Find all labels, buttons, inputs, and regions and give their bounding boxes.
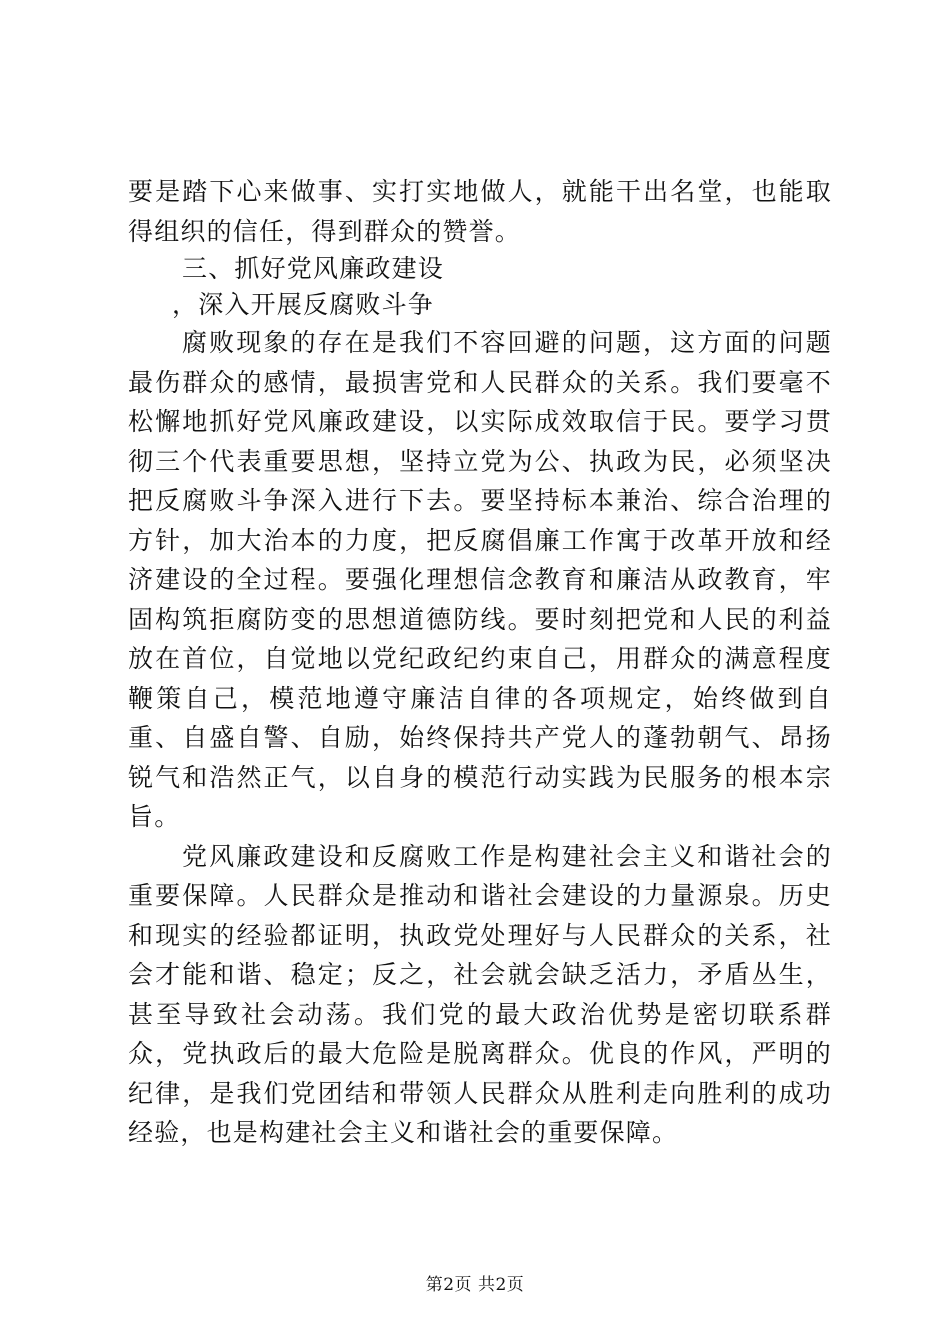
- paragraph-continuation: 要是踏下心来做事、实打实地做人，就能干出名堂，也能取得组织的信任，得到群众的赞誉。: [128, 177, 832, 246]
- section-heading: 三、抓好党风廉政建设: [182, 254, 445, 283]
- paragraph-anti-corruption: 腐败现象的存在是我们不容回避的问题，这方面的问题最伤群众的感情，最损害党和人民群众的关系。我们要毫不松懈地抓好党风廉政建设，以实际成效取信于民。要学习贯彻三个代表重要思想，坚持立党为公、执政为民，必须坚决把反腐败斗争深入进行下去。要坚持标本兼治、综合治理的方针，加大治本的力度，把反腐倡廉工作寓于改革开放和经济建设的全过程。要强化理想信念教育和廉洁从政教育，牢固构筑拒腐防变的思想道德防线。要时刻把党和人民的利益放在首位，自觉地以党纪政纪约束自己，用群众的满意程度鞭策自己，模范地遵守廉洁自律的各项规定，始终做到自重、自盛自警、自励，始终保持共产党人的蓬勃朝气、昂扬锐气和浩然正气，以自身的模范行动实践为民服务的根本宗旨。: [128, 328, 832, 831]
- page-number-footer: 第2页 共2页: [425, 1275, 525, 1295]
- document-body: [128, 172, 832, 1153]
- section-heading-continuation: ，深入开展反腐败斗争: [172, 290, 435, 319]
- paragraph-harmonious-society: 党风廉政建设和反腐败工作是构建社会主义和谐社会的重要保障。人民群众是推动和谐社会建设的力量源泉。历史和现实的经验都证明，执政党处理好与人民群众的关系，社会才能和谐、稳定；反之，社会就会缺乏活力，矛盾丛生，甚至导致社会动荡。我们党的最大政治优势是密切联系群众，党执政后的最大危险是脱离群众。优良的作风，严明的纪律，是我们党团结和带领人民群众从胜利走向胜利的成功经验，也是构建社会主义和谐社会的重要保障。: [128, 841, 832, 1147]
